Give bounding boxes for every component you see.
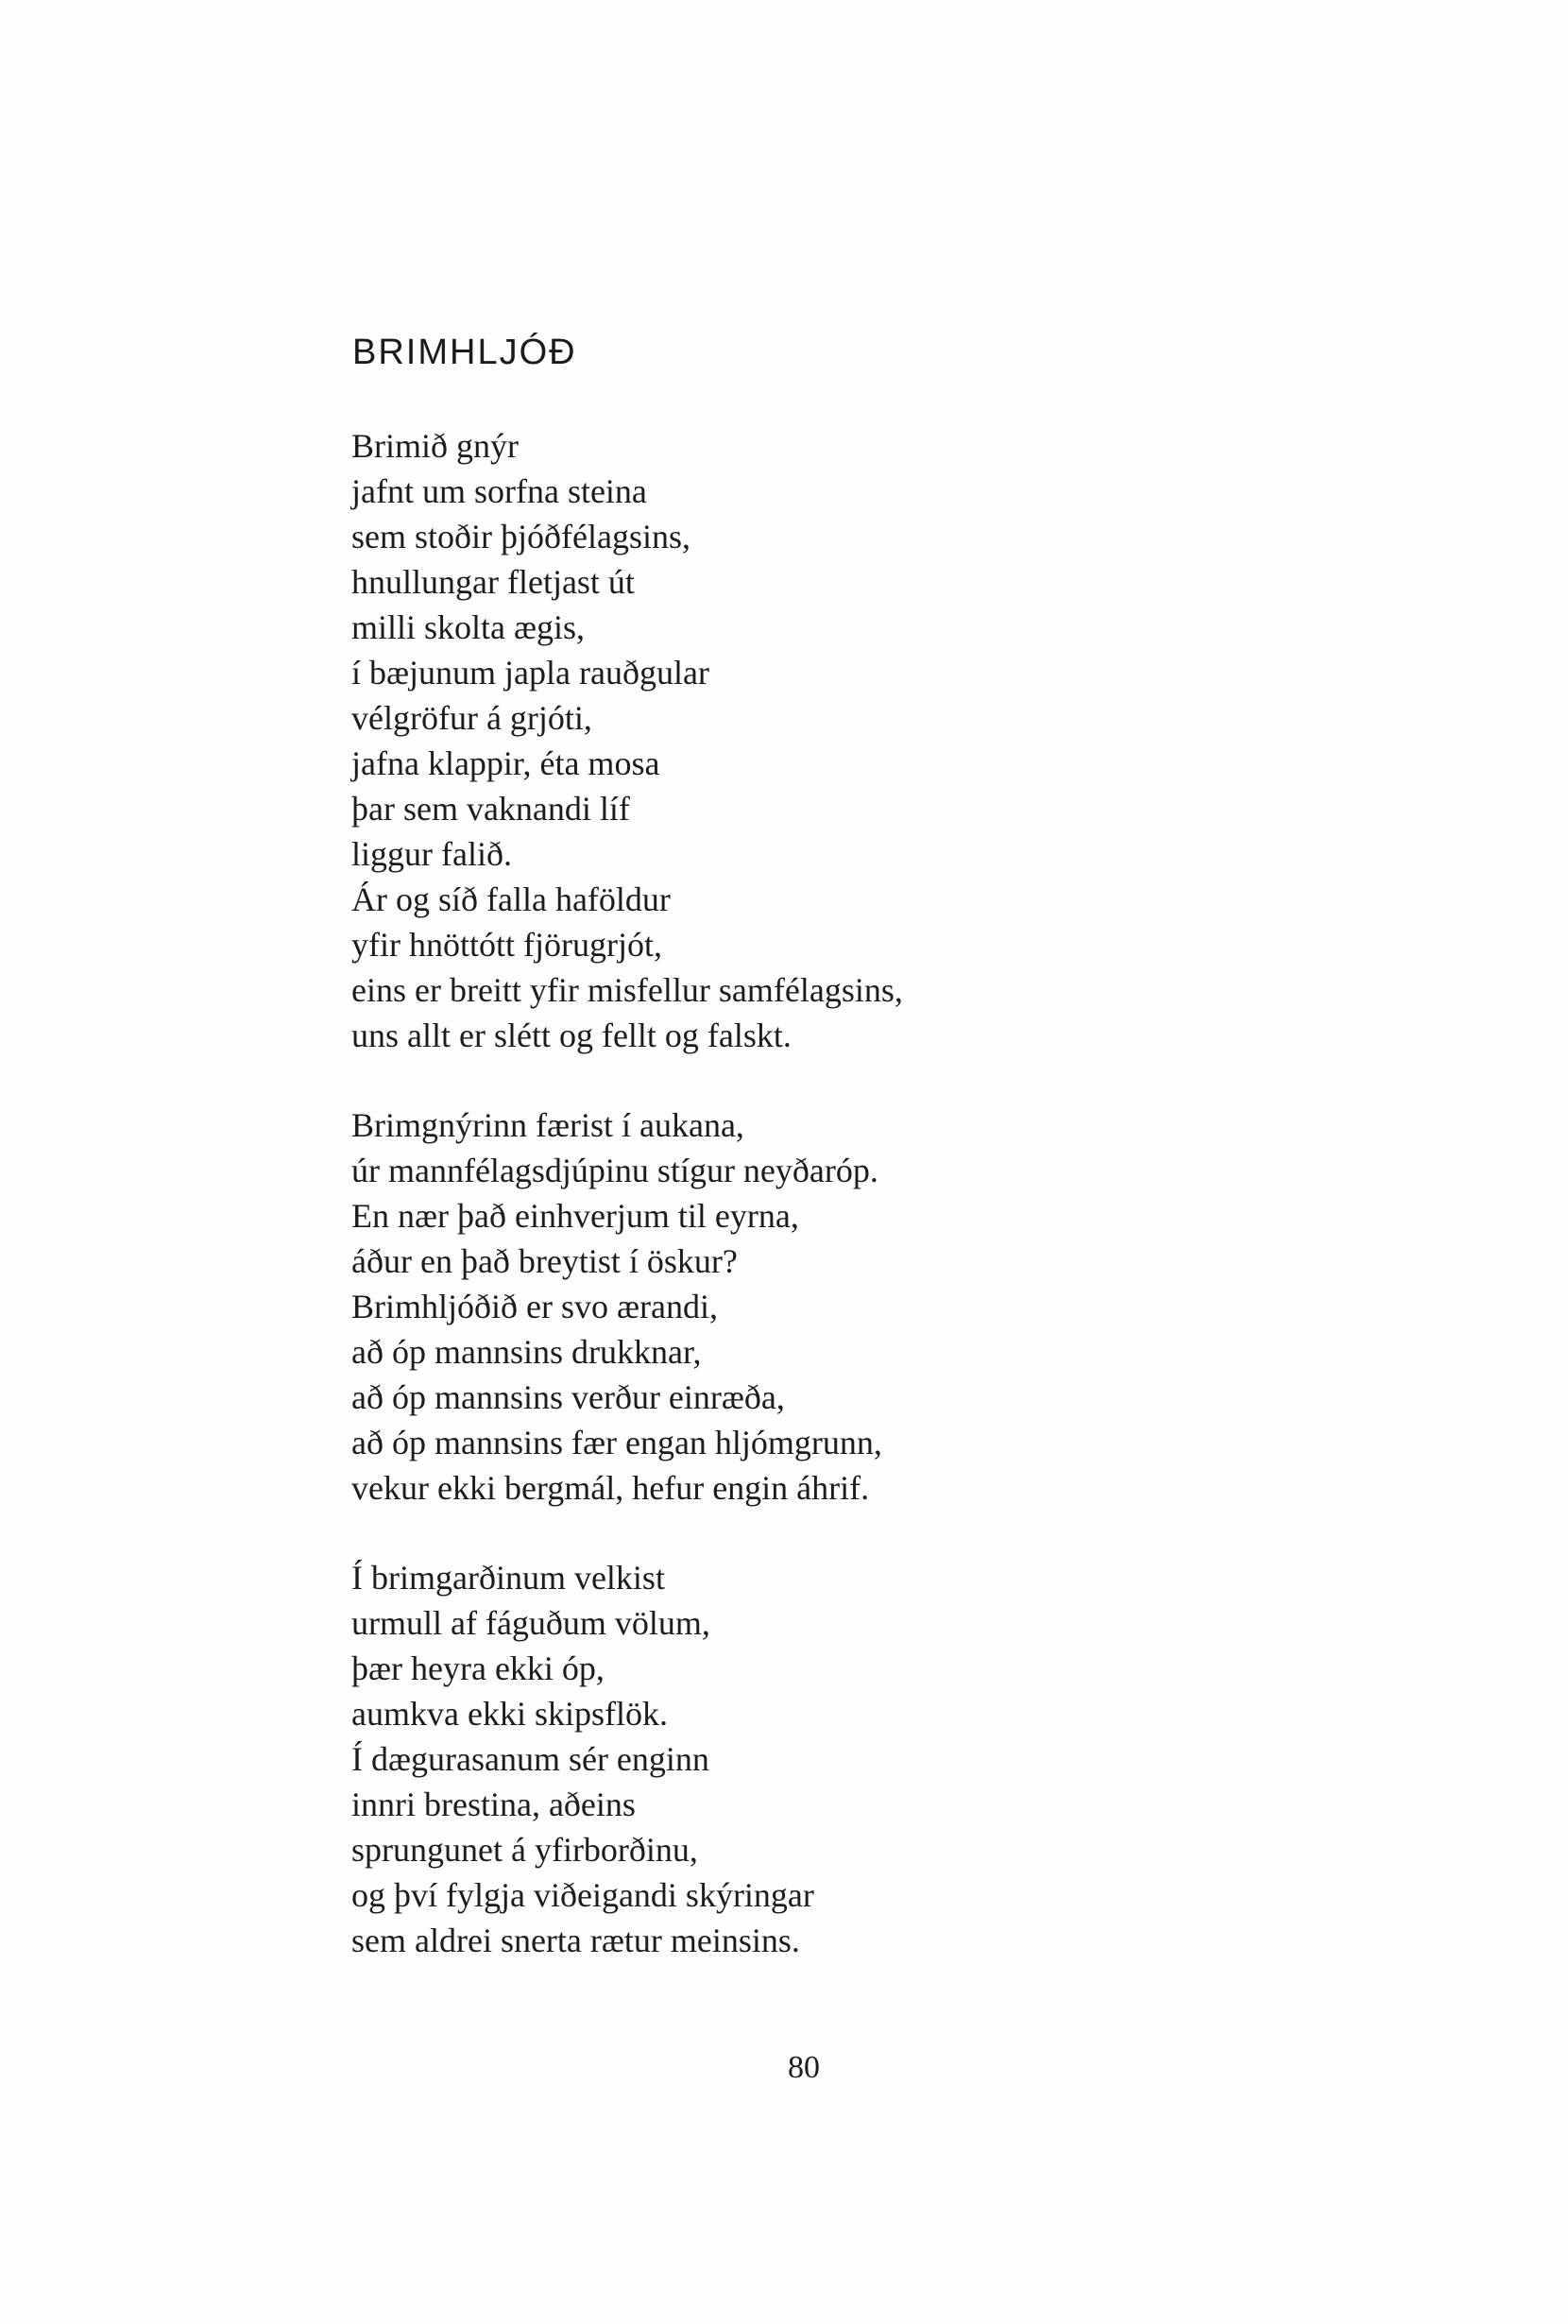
- stanza-2: [351, 1102, 1390, 1511]
- poem-line: liggur falið.: [351, 835, 512, 873]
- page-number: 80: [788, 2050, 820, 2085]
- poem-line: aumkva ekki skipsflök.: [351, 1695, 668, 1733]
- poem-line: milli skolta ægis,: [351, 608, 586, 646]
- poem-line: Brimhljóðið er svo ærandi,: [351, 1288, 718, 1325]
- poem-line: urmull af fáguðum völum,: [351, 1604, 710, 1642]
- poem-line: vekur ekki bergmál, hefur engin áhrif.: [351, 1469, 870, 1507]
- poem-line: að óp mannsins verður einræða,: [351, 1378, 785, 1416]
- poem-line: úr mannfélagsdjúpinu stígur neyðaróp.: [351, 1152, 878, 1189]
- poem-line: að óp mannsins drukknar,: [351, 1333, 702, 1371]
- poem-line: þær heyra ekki óp,: [351, 1649, 605, 1687]
- poem-line: jafna klappir, éta mosa: [351, 744, 660, 782]
- stanza-1: [351, 423, 1390, 1058]
- poem-title: BRIMHLJÓÐ: [352, 333, 577, 372]
- poem-line: sprungunet á yfirborðinu,: [351, 1831, 698, 1869]
- poem-line: áður en það breytist í öskur?: [351, 1242, 738, 1280]
- poem-line: jafnt um sorfna steina: [351, 472, 647, 510]
- poem-line: Brimgnýrinn færist í aukana,: [351, 1106, 744, 1144]
- poem-line: En nær það einhverjum til eyrna,: [351, 1197, 799, 1235]
- poem-line: uns allt er slétt og fellt og falskt.: [351, 1017, 792, 1054]
- poem-line: þar sem vaknandi líf: [351, 790, 630, 828]
- poem-line: yfir hnöttótt fjörugrjót,: [351, 926, 662, 964]
- poem-line: Ár og síð falla haföldur: [351, 880, 671, 918]
- poem-line: og því fylgja viðeigandi skýringar: [351, 1876, 814, 1914]
- poem-line: Í brimgarðinum velkist: [351, 1559, 665, 1597]
- poem-line: í bæjunum japla rauðgular: [351, 654, 709, 692]
- stanza-3: [351, 1555, 1390, 1963]
- poem-line: að óp mannsins fær engan hljómgrunn,: [351, 1424, 882, 1461]
- poem-line: Brimið gnýr: [351, 427, 519, 465]
- poem-body: [351, 423, 1390, 2008]
- poem-line: hnullungar fletjast út: [351, 563, 635, 601]
- poem-line: eins er breitt yfir misfellur samfélagsins,: [351, 971, 903, 1009]
- poem-line: sem aldrei snerta rætur meinsins.: [351, 1922, 800, 1959]
- poem-line: innri brestina, aðeins: [351, 1786, 636, 1823]
- poem-line: Í dægurasanum sér enginn: [351, 1740, 709, 1778]
- poem-line: sem stoðir þjóðfélagsins,: [351, 518, 690, 555]
- poem-line: vélgröfur á grjóti,: [351, 699, 592, 737]
